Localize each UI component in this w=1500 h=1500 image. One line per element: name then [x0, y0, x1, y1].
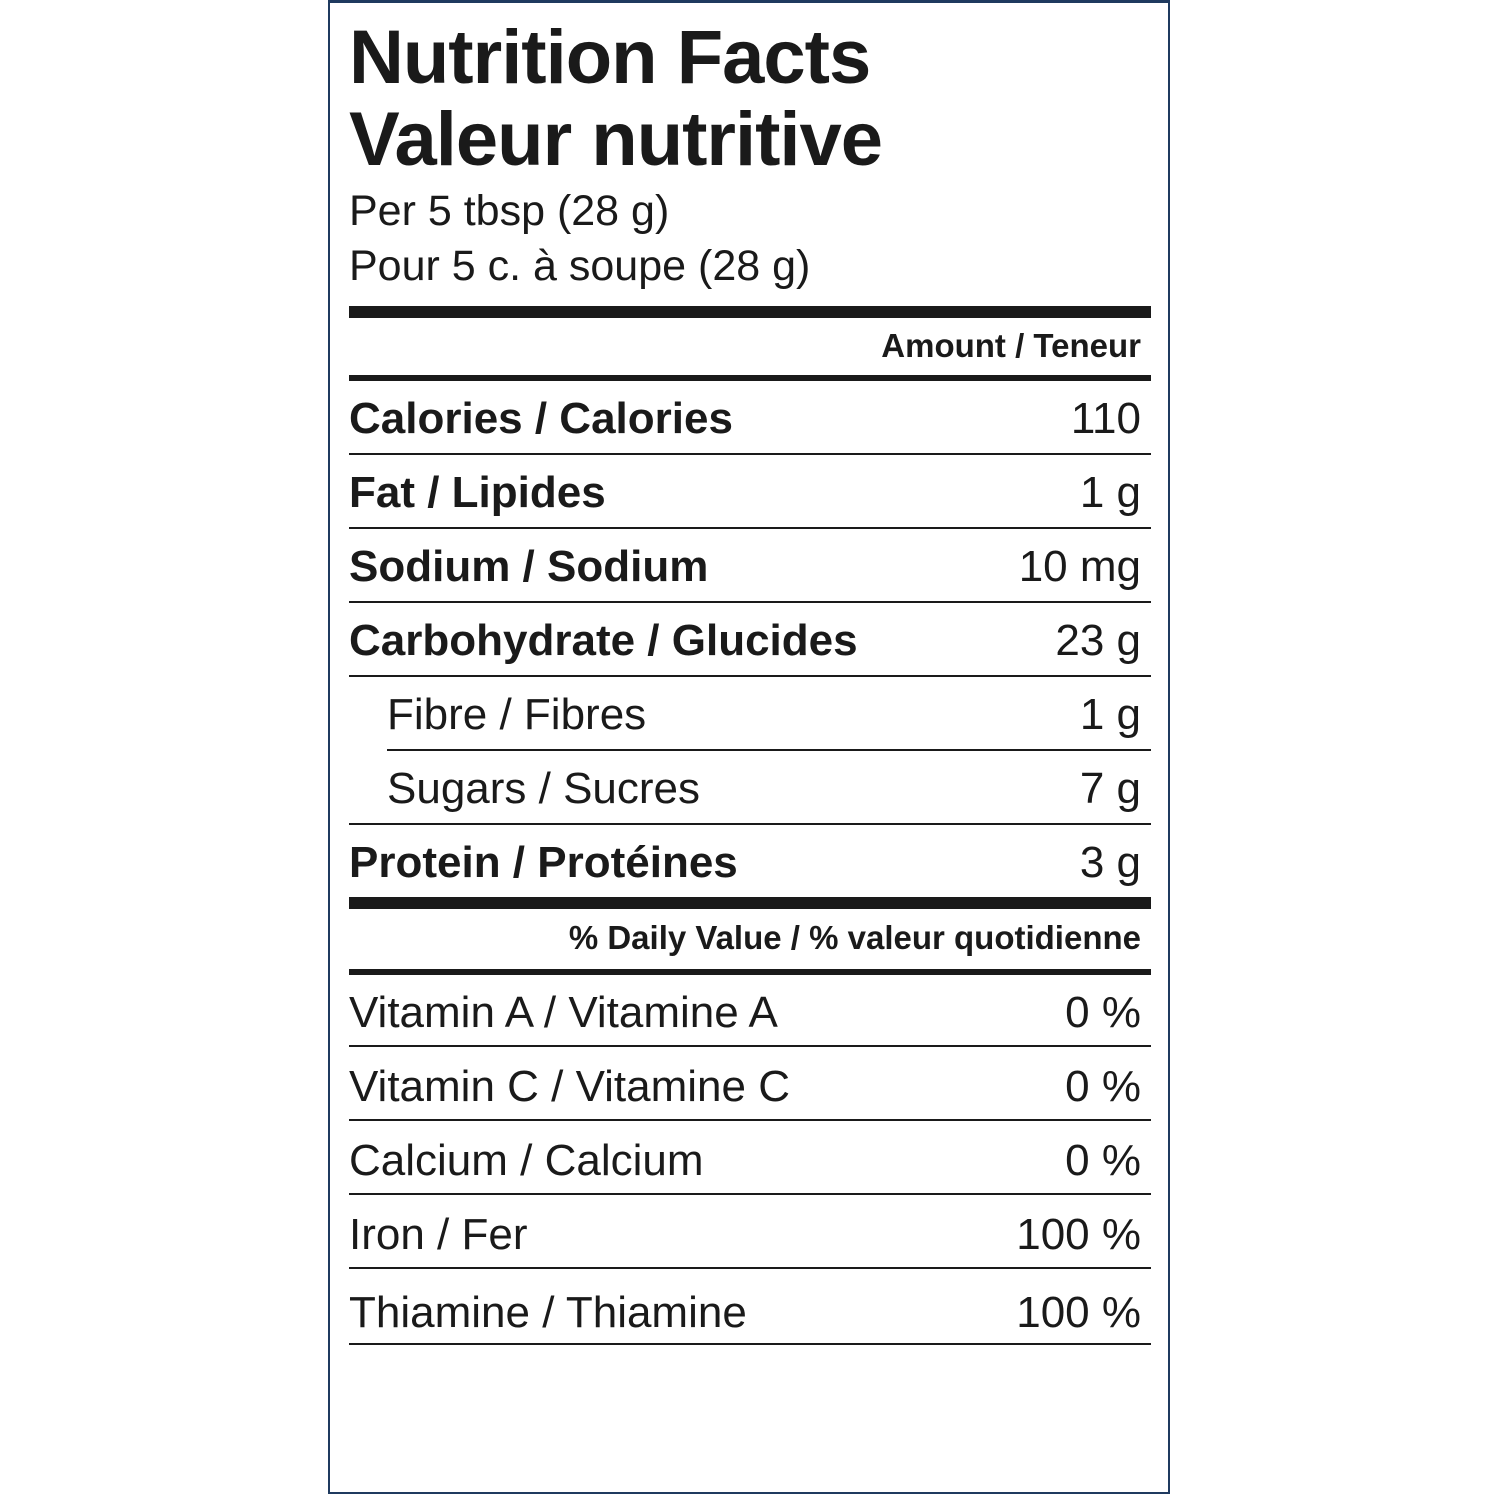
row-divider [349, 1045, 1151, 1047]
nutrient-label: Fat / Lipides [349, 468, 606, 517]
row-divider [349, 1267, 1151, 1269]
nutrient-label: Calories / Calories [349, 394, 733, 443]
title-english: Nutrition Facts [349, 15, 871, 100]
nutrient-row-sodium [349, 529, 1141, 601]
vitamin-label: Vitamin C / Vitamine C [349, 1062, 790, 1111]
vitamin-row-iron [349, 1197, 1141, 1269]
daily-value-header: % Daily Value / % valeur quotidienne [568, 919, 1141, 956]
nutrient-value: 10 mg [1018, 542, 1141, 591]
vitamin-value: 0 % [1065, 1136, 1141, 1185]
vitamin-label: Calcium / Calcium [349, 1136, 704, 1185]
serving-size-english: Per 5 tbsp (28 g) [349, 187, 670, 235]
vitamin-row-vitamin-c [349, 1049, 1141, 1121]
row-divider [349, 1119, 1151, 1121]
nutrient-value: 3 g [1079, 838, 1141, 887]
vitamin-value: 0 % [1065, 988, 1141, 1037]
row-divider [349, 1193, 1151, 1195]
bottom-divider [349, 1343, 1151, 1345]
vitamin-label: Vitamin A / Vitamine A [349, 988, 778, 1037]
nutrient-label: Fibre / Fibres [387, 690, 647, 739]
vitamin-label: Thiamine / Thiamine [349, 1288, 747, 1337]
nutrient-label: Protein / Protéines [349, 838, 738, 887]
vitamin-label: Iron / Fer [349, 1210, 528, 1259]
nutrient-value: 7 g [1079, 764, 1141, 813]
nutrient-value: 1 g [1079, 468, 1141, 517]
nutrient-row-carbohydrate [349, 603, 1141, 675]
thick-divider [349, 897, 1151, 909]
nutrient-label: Carbohydrate / Glucides [349, 616, 858, 665]
nutrient-value: 110 [1070, 394, 1141, 443]
nutrient-value: 23 g [1055, 616, 1141, 665]
nutrient-label: Sugars / Sucres [387, 764, 701, 813]
vitamin-row-calcium [349, 1123, 1141, 1195]
nutrient-value: 1 g [1079, 690, 1141, 739]
serving-size-french: Pour 5 c. à soupe (28 g) [349, 242, 811, 290]
vitamin-row-vitamin-a [349, 975, 1141, 1047]
nutrient-row-calories [349, 381, 1141, 453]
nutrient-row-sugars [349, 751, 1141, 823]
vitamin-value: 0 % [1065, 1062, 1141, 1111]
amount-header: Amount / Teneur [881, 327, 1141, 364]
thick-divider [349, 306, 1151, 318]
vitamin-row-thiamine [349, 1275, 1141, 1347]
vitamin-value: 100 % [1016, 1288, 1141, 1337]
nutrient-label: Sodium / Sodium [349, 542, 709, 591]
vitamin-value: 100 % [1016, 1210, 1141, 1259]
nutrient-row-fat [349, 455, 1141, 527]
nutrient-row-protein [349, 825, 1141, 897]
title-french: Valeur nutritive [349, 97, 883, 182]
nutrient-row-fibre [349, 677, 1141, 749]
